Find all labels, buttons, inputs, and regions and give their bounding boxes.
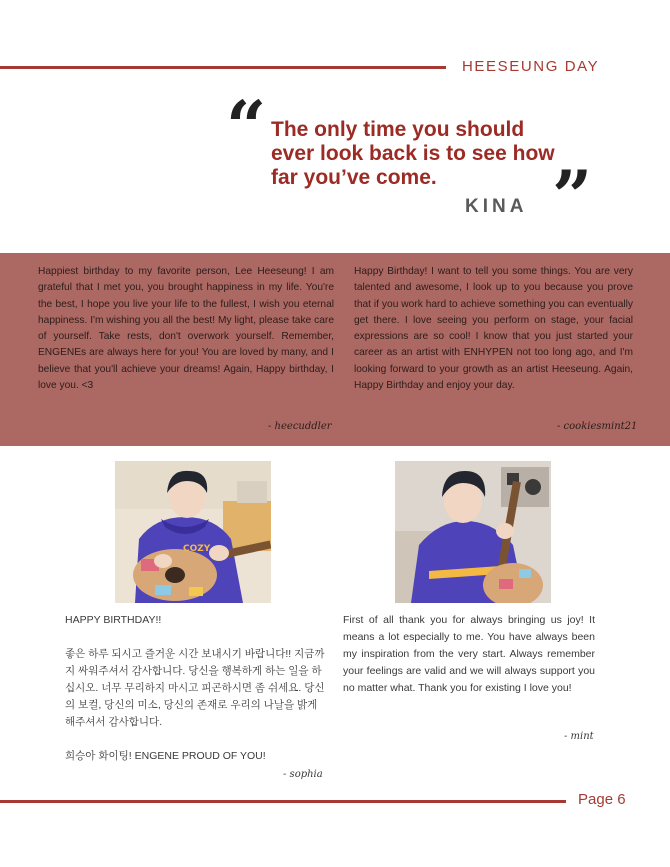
message-signature-left: - sophia <box>283 769 323 780</box>
footer-rule <box>0 800 566 803</box>
page-number: Page 6 <box>578 791 626 808</box>
svg-text:COZY: COZY <box>183 544 211 554</box>
quote-text: The only time you should ever look back is to see how far you’ve come. <box>271 118 555 189</box>
message-left <box>65 612 327 765</box>
message-left-line-2: 좋은 하루 되시고 즐거운 시간 보내시기 바랍니다!! 지금까지 싸워주셔서 감사합니다. 당신을 행복하게 하는 일을 하십시오. 너무 무리하지 마시고 피곤하시면 좀 쉬세요. 당신의 보컬, 당신의 미소, 당신의 존재로 우리의 나날을 밝게 해주셔서 감사합니다. <box>65 648 325 728</box>
photo-guitar-right <box>395 461 551 603</box>
band-signature-left: - heecuddler <box>268 421 332 432</box>
message-left-line-1: HAPPY BIRTHDAY!! <box>65 614 162 626</box>
close-quote-icon: ” <box>552 155 593 238</box>
band-message-left: Happiest birthday to my favorite person, Lee Heeseung! I am grateful that I met you, you brought happiness in my life. You're the best, I hope you live your life to the fullest, I wish you eternal happiness. I'm wishing you all the best! My light, please take care of yourself. Take rests, don't overwork yourself. Remember, ENGENEs are always here for you! You are loved by many, and I believe that you'll achieve your dreams! Again, Happy birthday, I love you. <3 <box>38 266 334 392</box>
band-signature-right: - cookiesmint21 <box>557 421 638 432</box>
message-left-line-3: 희승아 화이팅! ENGENE PROUD OF YOU! <box>65 750 266 762</box>
quote-author: KINA <box>465 196 528 217</box>
header-rule <box>0 66 446 69</box>
open-quote-icon: “ <box>226 85 267 168</box>
page-header-title: HEESEUNG DAY <box>462 58 600 75</box>
photo-guitar-left <box>115 461 271 603</box>
band-message-right: Happy Birthday! I want to tell you some things. You are very talented and awesome, I look up to you because you prove that if you work hard to achieve something you can eventually get there. I love seeing you perform on stage, your facial expressions are so cool! I know that you just started your career as an artist with ENHYPEN not too long ago, and I'm looking forward to your growth as an artist Heeseung. Again, Happy Birthday and enjoy your day. <box>354 266 633 392</box>
message-signature-right: - mint <box>564 731 594 742</box>
message-right: First of all thank you for always bringing us joy! It means a lot especially to me. You have always been my inspiration from the very start. Always remember your feelings are valid and we will always support you no matter what. Thank you for existing I love you! <box>343 614 595 694</box>
